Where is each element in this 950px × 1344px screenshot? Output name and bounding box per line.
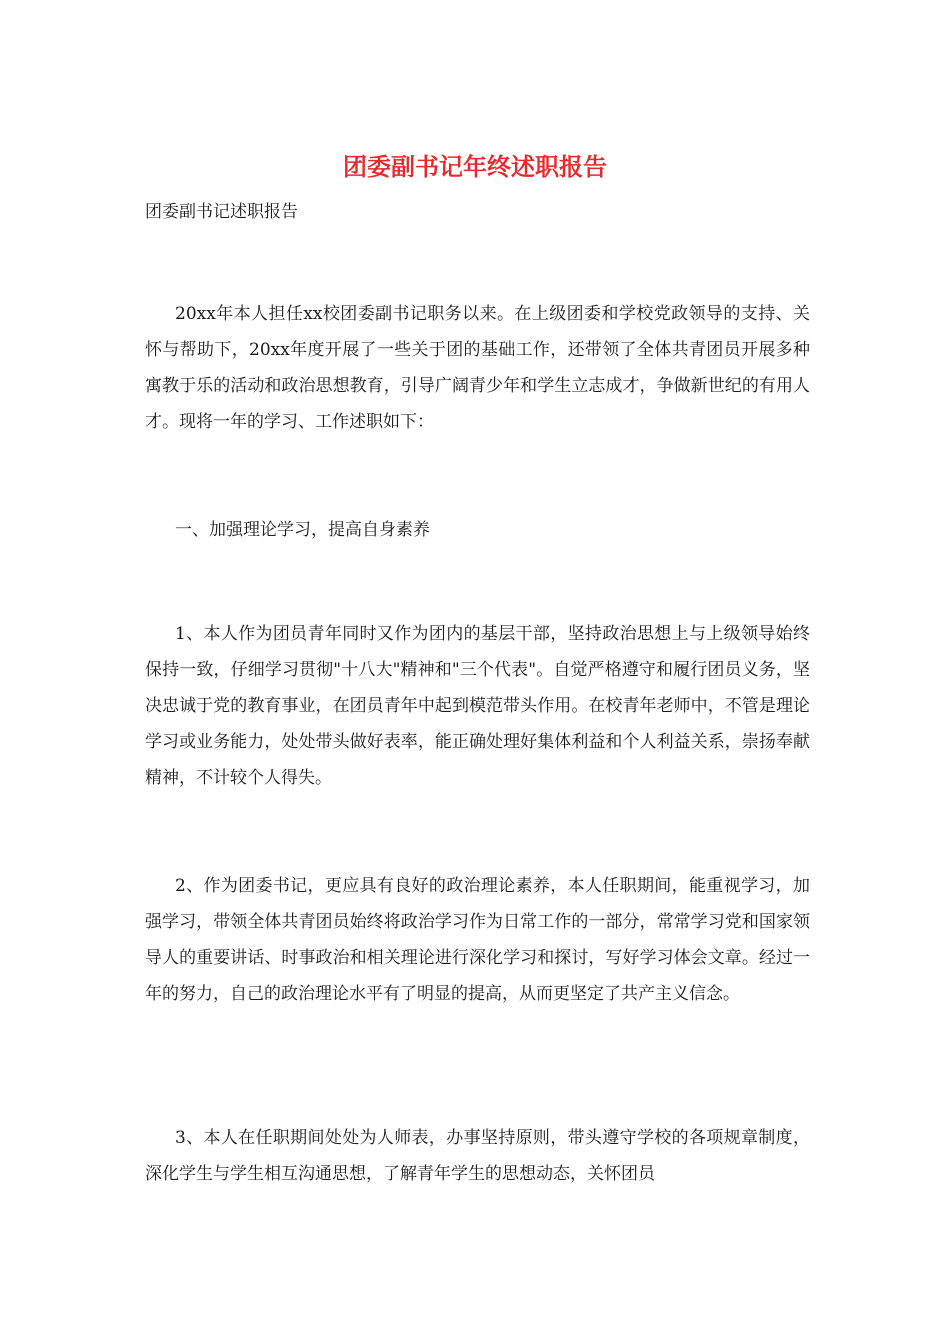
document-subtitle: 团委副书记述职报告 [145,202,298,222]
body-paragraph-item-3: 3、本人在任职期间处处为人师表，办事坚持原则，带头遵守学校的各项规章制度，深化学生与学生相互沟通思想，了解青年学生的思想动态，关怀团员 [145,1128,810,1184]
body-paragraph-item-2: 2、作为团委书记，更应具有良好的政治理论素养，本人任职期间，能重视学习，加强学习，带领全体共青团员始终将政治学习作为日常工作的一部分，常常学习党和国家领导人的重要讲话、时事政治和相关理论进行深化学习和探讨，写好学习体会文章。经过一年的努力，自己的政治理论水平有了明显的提高，从而更坚定了共产主义信念。 [145,876,810,1004]
document-title: 团委副书记年终述职报告 [343,153,607,181]
body-paragraph-item-1: 1、本人作为团员青年同时又作为团内的基层干部，坚持政治思想上与上级领导始终保持一致，仔细学习贯彻"十八大"精神和"三个代表"。自觉严格遵守和履行团员义务，坚决忠诚于党的教育事业，在团员青年中起到模范带头作用。在校青年老师中，不管是理论学习或业务能力，处处带头做好表率，能正确处理好集体利益和个人利益关系，崇扬奉献精神，不计较个人得失。 [145,624,810,788]
section-heading: 一、加强理论学习，提高自身素养 [175,520,430,540]
intro-paragraph: 20xx年本人担任xx校团委副书记职务以来。在上级团委和学校党政领导的支持、关怀与帮助下，20xx年度开展了一些关于团的基础工作，还带领了全体共青团员开展多种寓教于乐的活动和政治思想教育，引导广阔青少年和学生立志成才，争做新世纪的有用人才。现将一年的学习、工作述职如下： [145,304,810,432]
